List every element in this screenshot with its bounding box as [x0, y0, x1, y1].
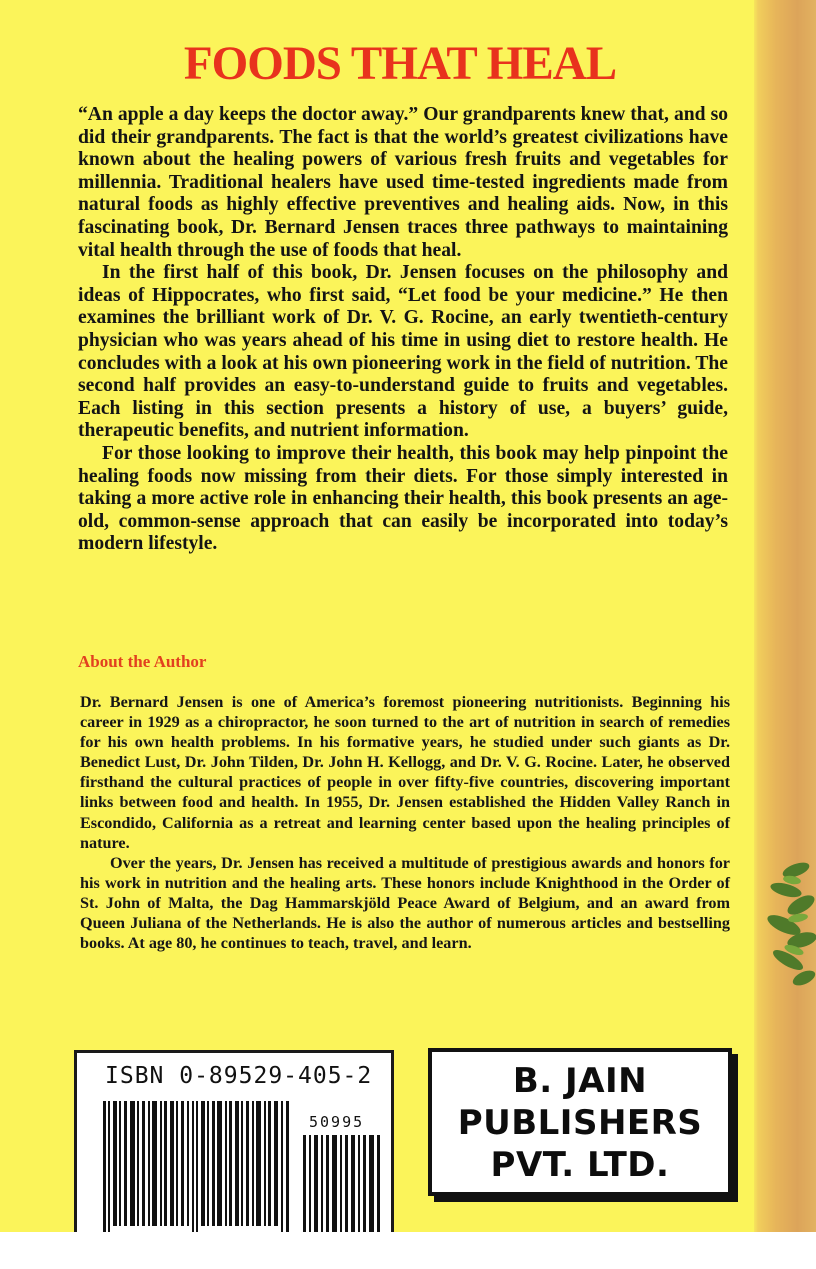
barcode-icon [103, 1101, 293, 1232]
blurb-paragraph: In the first half of this book, Dr. Jensen focuses on the philosophy and ideas of Hippocrates, who first said, “Let food be your medicine.” He then examines the brilliant work of Dr. V. G. Rocine, an early twentieth-century physician who was years ahead of his time in using diet to restore health. He concludes with a look at his own pioneering work in the field of nutrition. The second half provides an easy-to-understand guide to fruits and vegetables. Each listing in this section presents a history of use, a buyers’ guide, therapeutic benefits, and nutrient information. [78, 262, 728, 442]
publisher-name-line: PVT. LTD. [490, 1145, 670, 1185]
blurb-paragraph: “An apple a day keeps the doctor away.” Our grandparents knew that, and so did their grandparents. The fact is that the world’s greatest civilizations have known about the healing powers of various fresh fruits and vegetables for millennia. Traditional healers have used time-tested ingredients made from natural foods as highly effective preventives and healing aids. Now, in this fascinating book, Dr. Bernard Jensen traces three pathways to maintaining vital health through the use of foods that heal. [78, 104, 728, 261]
isbn-number: ISBN 0-89529-405-2 [105, 1063, 373, 1089]
book-title: FOODS THAT HEAL [183, 37, 617, 90]
book-blurb [78, 104, 728, 556]
barcode-addon-icon [303, 1135, 383, 1232]
blurb-paragraph: For those looking to improve their health, this book may help pinpoint the healing foods now missing from their diets. For those simply interested in taking a more active role in enhancing their health, this book presents an age-old, common-sense approach that can easily be incorporated into today’s modern lifestyle. [78, 442, 728, 555]
publisher-name-line: PUBLISHERS [457, 1103, 703, 1143]
publisher-logo [428, 1048, 732, 1196]
about-author-heading: About the Author [78, 652, 207, 671]
fern-leaf-icon [746, 840, 816, 1010]
publisher-name-line: B. JAIN [512, 1061, 648, 1101]
bio-paragraph: Over the years, Dr. Jensen has received a multitude of prestigious awards and honors for his work in nutrition and the healing arts. These honors include Knighthood in the Order of St. John of Malta, the Dag Hammarskjöld Peace Award of Belgium, and an award from Queen Juliana of the Netherlands. He is also the author of numerous articles and bestselling books. At age 80, he continues to teach, travel, and learn. [80, 853, 730, 953]
author-bio [80, 692, 730, 953]
cover-edge-wood [754, 0, 816, 1232]
isbn-barcode [74, 1050, 394, 1232]
price-code: 50995 [309, 1113, 365, 1131]
bio-paragraph: Dr. Bernard Jensen is one of America’s foremost pioneering nutritionists. Beginning his career in 1929 as a chiropractor, he soon turned to the art of nutrition in search of remedies for his own health problems. In his formative years, he studied under such giants as Dr. Benedict Lust, Dr. John Tilden, Dr. John H. Kellogg, and Dr. V. G. Rocine. Later, he observed firsthand the cultural practices of people in over fifty-five countries, discovering important links between food and health. In 1955, Dr. Jensen established the Hidden Valley Ranch in Escondido, California as a retreat and learning center based upon the healing principles of nature. [80, 693, 730, 852]
